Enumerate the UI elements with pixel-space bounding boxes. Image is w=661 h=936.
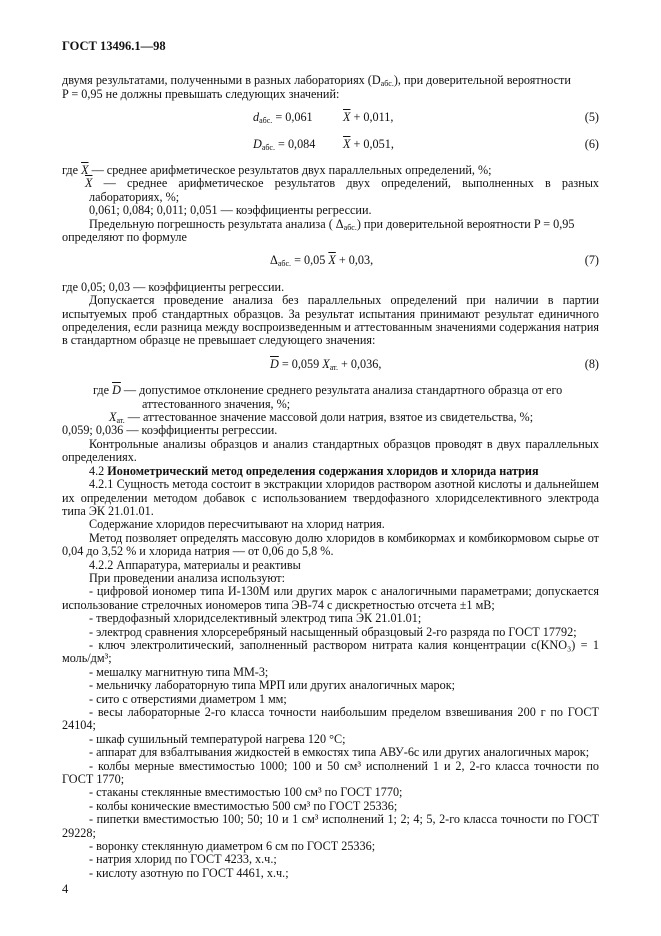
list-item: - мешалку магнитную типа ММ-3;	[89, 664, 269, 679]
list-item: - сито с отверстиями диаметром 1 мм;	[89, 691, 287, 706]
paragraph-4-2-2: 4.2.2 Аппаратура, материалы и реактивы	[89, 557, 301, 572]
list-item: - натрия хлорид по ГОСТ 4233, х.ч.;	[89, 852, 277, 867]
list-item: - твердофазный хлоридселективный электрод типа ЭК 21.01.01;	[89, 611, 422, 626]
where-line-5b: аттестованного значения, %;	[142, 396, 291, 411]
document-page	[62, 40, 599, 880]
paragraph-4: Контрольные анализы образцов и анализ стандартных образцов проводят в двух параллельных определениях.	[62, 436, 599, 465]
where-line-7: 0,059; 0,036 — коэффициенты регрессии.	[62, 423, 278, 438]
list-item: - стаканы стеклянные вместимостью 100 см³ по ГОСТ 1770;	[89, 785, 403, 800]
list-item: - колбы конические вместимостью 500 см³ по ГОСТ 25336;	[89, 798, 398, 813]
list-item: - электрод сравнения хлорсеребряный насыщенный образцовый 2-го разряда по ГОСТ 17792;	[89, 624, 577, 639]
page-number: 4	[62, 882, 69, 896]
list-item: - весы лабораторные 2-го класса точности наибольшим пределом взвешивания 200 г по ГОСТ 24104;	[62, 705, 599, 733]
equation-number: (6)	[584, 136, 599, 151]
equation-number: (5)	[584, 110, 599, 125]
paragraph-7: При проведении анализа используют:	[89, 570, 285, 585]
list-item: - аппарат для взбалтывания жидкостей в емкостях типа АВУ-6с или других аналогичных марок;	[89, 745, 590, 760]
paragraph-3: Допускается проведение анализа без параллельных определений при наличии в партии испытуемых проб стандартных образцов. За результат испытания принимают результат единичного определения, если разница между воспроизведенным и аттестованным значениями содержания натрия в стандартном образце не превышает следующего значения:	[62, 293, 599, 348]
where-line-5: где $\overline{D}$ — допустимое отклонение среднего результата анализа стандартного образца от его	[93, 383, 563, 398]
where-line-2: $\overline{X}$ — среднее арифметическое результатов двух определений, выполненных в разных лабораториях, %;	[85, 176, 599, 204]
paragraph-5: Содержание хлоридов пересчитывают на хлорид натрия.	[89, 517, 385, 532]
paragraph-1: двумя результатами, полученными в разных лабораториях $(D_{абс.})$, при доверительной вероятности	[62, 73, 571, 89]
list-item: - пипетки вместимостью 100; 50; 10 и 1 см³ исполнений 1; 2; 4; 5, 2-го класса точности по ГОСТ 29228;	[62, 812, 599, 840]
list-item: - мельничку лабораторную типа МРП или других аналогичных марок;	[89, 678, 456, 693]
paragraph-4-2-1: 4.2.1 Сущность метода состоит в экстракции хлоридов раствором азотной кислоты и дальнейшем их определении методом добавок с использованием твердофазного хлоридселективного электрода типа ЭК 21.01.01.	[62, 477, 599, 518]
equipment-list	[62, 585, 599, 880]
list-item: - кислоту азотную по ГОСТ 4461, х.ч.;	[89, 865, 289, 880]
list-item: - воронку стеклянную диаметром 6 см по ГОСТ 25336;	[89, 839, 376, 854]
paragraph-1b: P = 0,95 не должны превышать следующих значений:	[62, 86, 340, 101]
equation-6: $D_{абс.} = 0,084$ $\overline{X} + 0,051$, (6)	[253, 136, 599, 152]
where-line-4: где 0,05; 0,03 — коэффициенты регрессии.	[62, 279, 285, 294]
equation-number: (8)	[584, 356, 599, 371]
section-4-2-heading: 4.2 Ионометрический метод определения содержания хлоридов и хлорида натрия	[89, 463, 539, 478]
equation-8: $\overline{D} = 0,059$ $X_{ат.} + 0,036$, (8)	[270, 356, 599, 372]
where-line-1: где $\overline{X}$ — среднее арифметическое результатов двух параллельных определений, %;	[62, 163, 492, 177]
list-item: - ключ электролитический, заполненный раствором нитрата калия концентрации c(KNO₃) = 1 моль/дм³;	[62, 637, 599, 666]
paragraph-2b: определяют по формуле	[62, 230, 187, 245]
paragraph-2: Предельную погрешность результата анализа ( $\Delta_{абс.}$) при доверительной вероятности P = 0,95	[89, 216, 575, 232]
paragraph-6: Метод позволяет определять массовую долю хлоридов в комбикормах и комбикормовом сырье от 0,04 до 3,52 % и хлорида натрия — от 0,06 до 5,8 %.	[62, 530, 599, 559]
list-item: - колбы мерные вместимостью 1000; 100 и 50 см³ исполнений 1 и 2, 2-го класса точности по ГОСТ 1770;	[62, 758, 599, 787]
where-line-6: $X_{ат.}$ — аттестованное значение массовой доли натрия, взятое из свидетельства, %;	[109, 410, 534, 426]
equation-5: $d_{абс.} = 0,061$ $\overline{X} + 0,011$, (5)	[253, 110, 599, 126]
page-header: ГОСТ 13496.1—98	[62, 39, 166, 53]
equation-7: $\Delta_{абс.} = 0,05$ $\overline{X} + 0,03$, (7)	[270, 253, 599, 269]
where-line-3: 0,061; 0,084; 0,011; 0,051 — коэффициенты регрессии.	[89, 203, 372, 218]
list-item: - шкаф сушильный температурой нагрева 120 °С;	[89, 731, 346, 746]
list-item: - цифровой иономер типа И-130М или других марок с аналогичными параметрами; допускается использование стрелочных иономеров типа ЭВ-74 с дискретностью отсчета ±1 мВ;	[62, 584, 599, 612]
equation-number: (7)	[584, 253, 599, 268]
